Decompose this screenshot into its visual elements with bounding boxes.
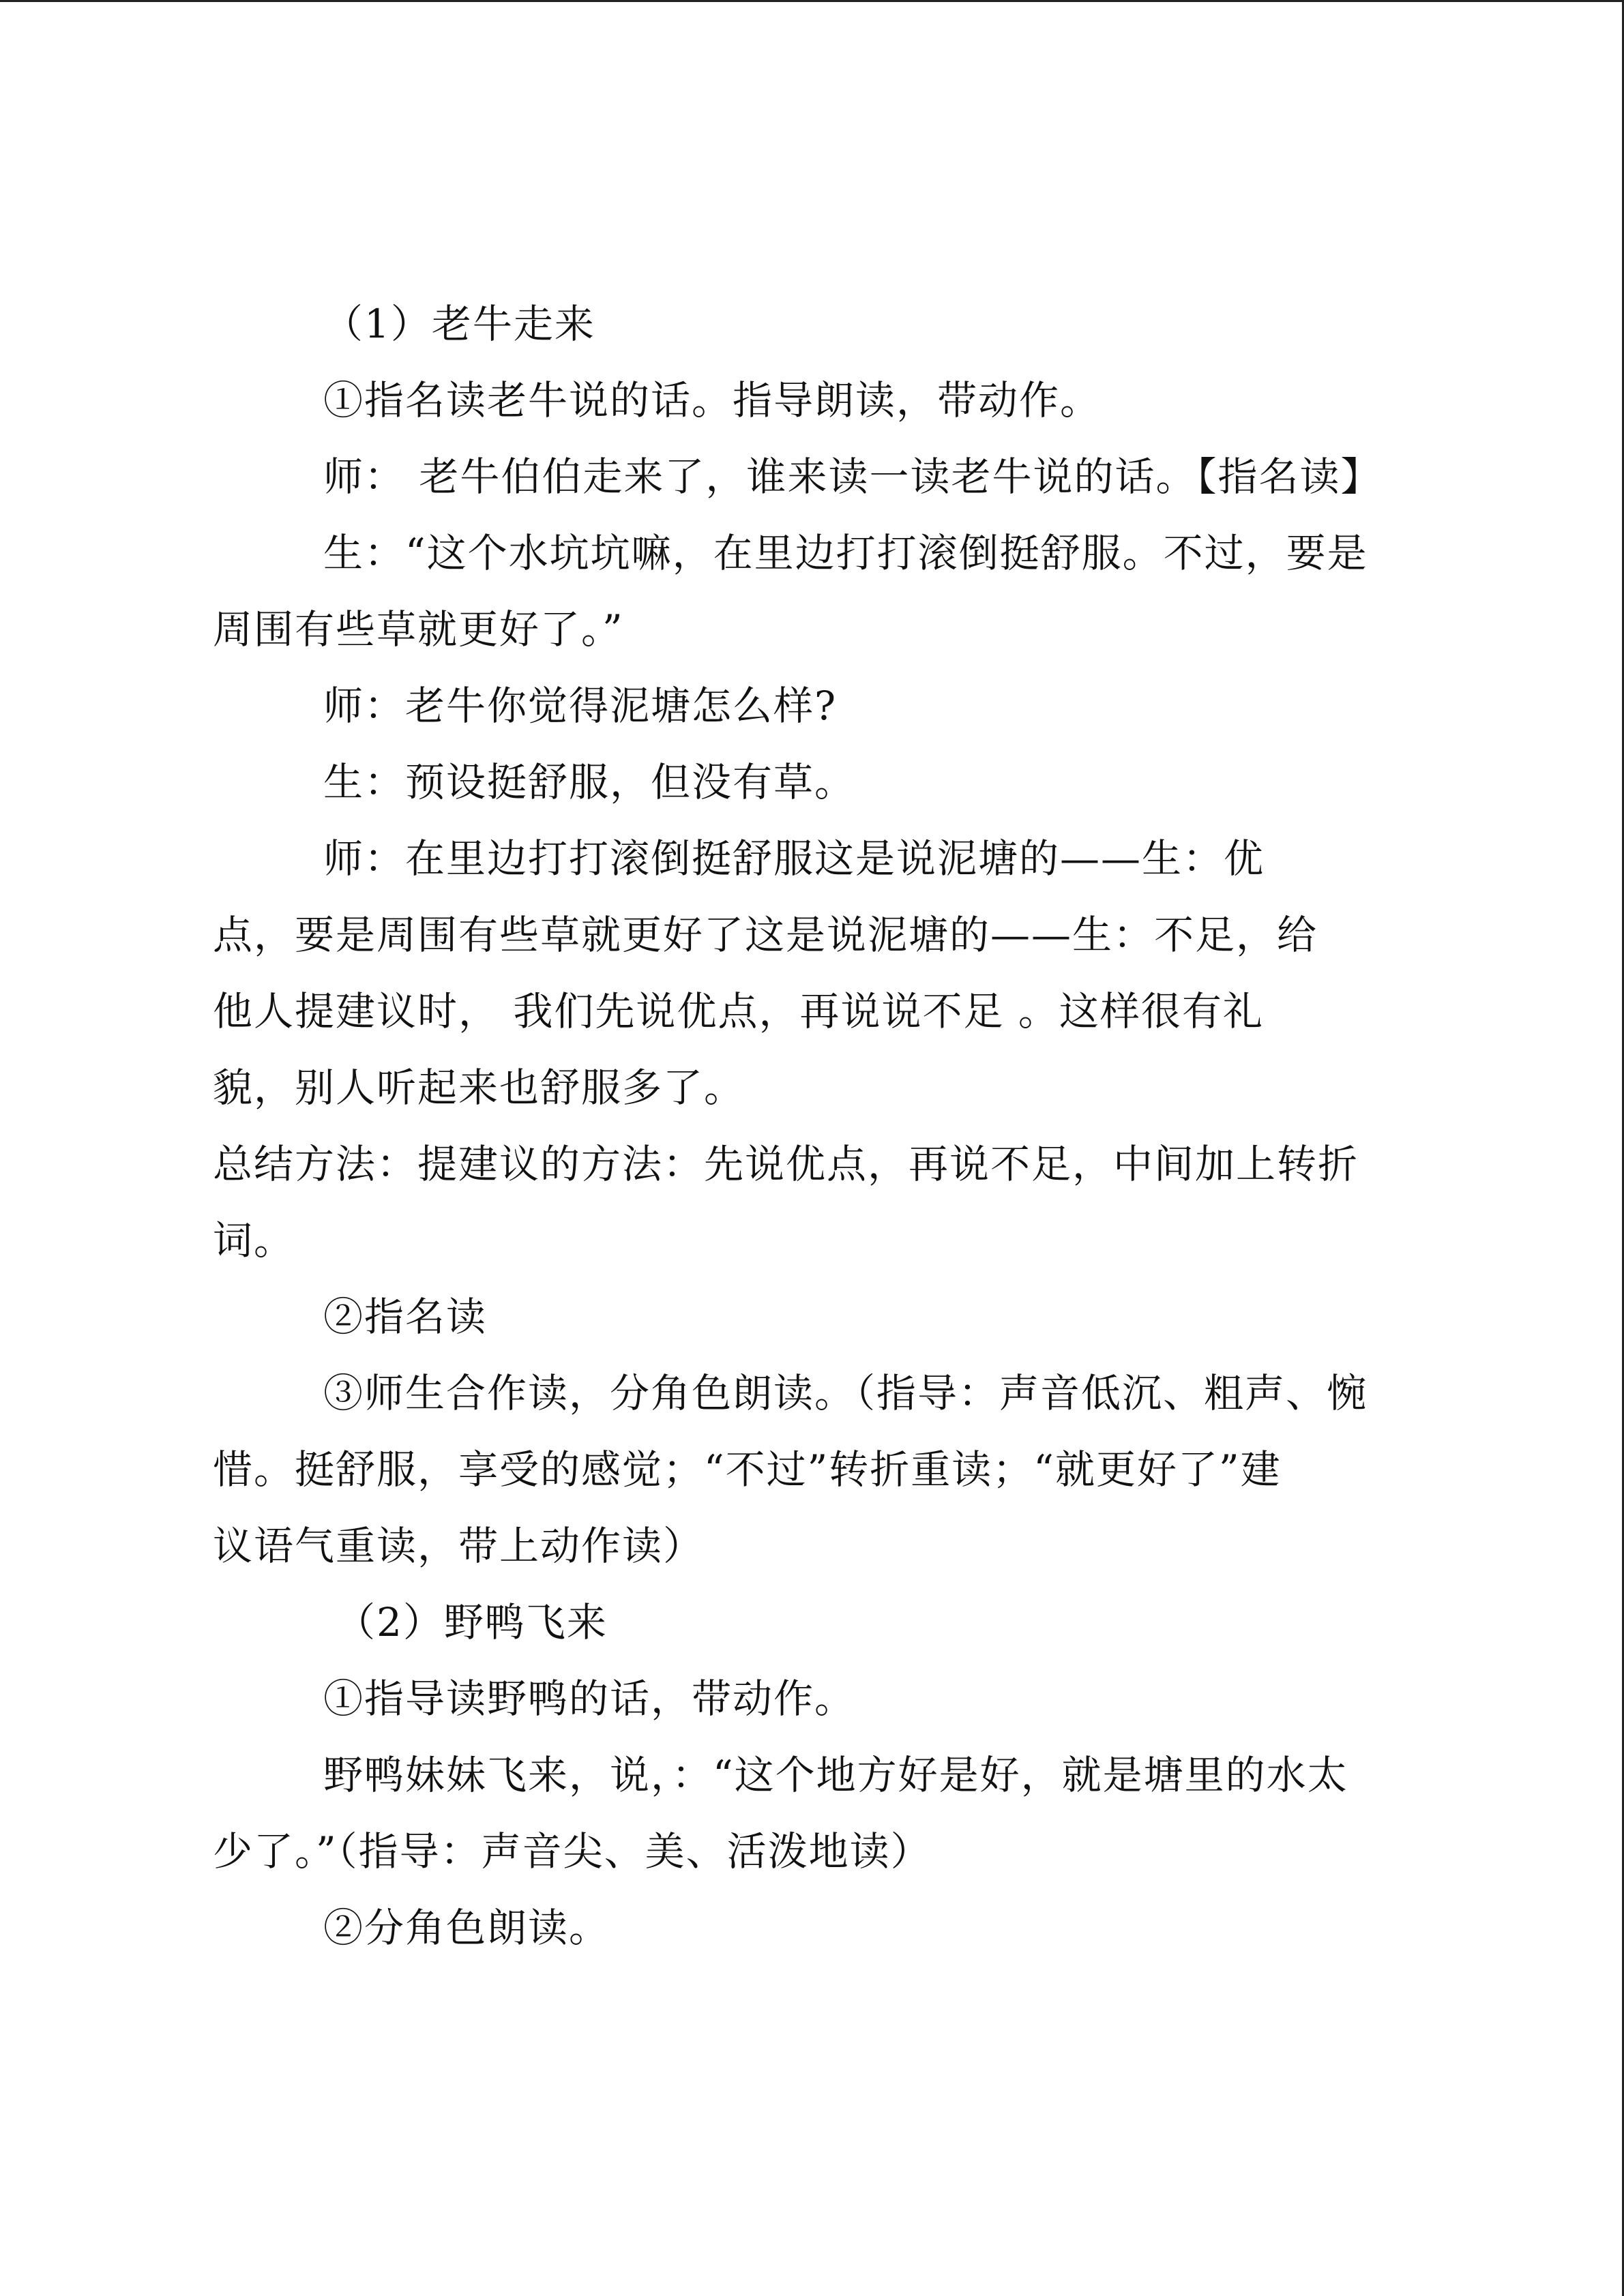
paragraph-line: ③师生合作读，分角色朗读。（指导：声音低沉、粗声、惋 (323, 1370, 1368, 1416)
paragraph-line: 少了。”（指导：声音尖、美、活泼地读） (213, 1828, 932, 1875)
paragraph-line: 惜。挺舒服，享受的感觉；“不过”转折重读；“就更好了”建 (213, 1446, 1282, 1493)
paragraph-line: 议语气重读，带上动作读） (213, 1523, 705, 1569)
paragraph-line: ②分角色朗读。 (323, 1905, 610, 1951)
paragraph-line: 生：预设挺舒服，但没有草。 (323, 759, 856, 805)
summary-line: 总结方法：提建议的方法：先说优点，再说不足，中间加上转折 (213, 1141, 1359, 1187)
paragraph-line: 生：“这个水坑坑嘛，在里边打打滚倒挺舒服。不过，要是 (323, 530, 1368, 576)
paragraph-line: 点，要是周围有些草就更好了这是说泥塘的——生：不足，给 (213, 912, 1318, 958)
paragraph-line: 他人提建议时， 我们先说优点，再说说不足 。这样很有礼 (213, 988, 1264, 1034)
paragraph-line: 周围有些草就更好了。” (213, 606, 624, 653)
section-heading-wild-duck: （2）野鸭飞来 (336, 1599, 608, 1645)
page-top-border (0, 0, 1624, 2)
paragraph-line: ①指导读野鸭的话，带动作。 (323, 1675, 856, 1722)
section-heading-old-ox: （1）老牛走来 (323, 301, 595, 347)
paragraph-line: 师： 老牛伯伯走来了，谁来读一读老牛说的话。【指名读】 (323, 453, 1382, 500)
paragraph-line: 师：老牛你觉得泥塘怎么样? (323, 683, 838, 729)
paragraph-line: ①指名读老牛说的话。指导朗读，带动作。 (323, 377, 1102, 423)
paragraph-line: 野鸭妹妹飞来，说，：“这个地方好是好，就是塘里的水太 (323, 1752, 1348, 1798)
paragraph-line: ②指名读 (323, 1294, 488, 1340)
paragraph-line: 貌，别人听起来也舒服多了。 (213, 1064, 745, 1111)
summary-line: 词。 (213, 1217, 295, 1264)
paragraph-line: 师：在里边打打滚倒挺舒服这是说泥塘的——生：优 (323, 835, 1265, 882)
